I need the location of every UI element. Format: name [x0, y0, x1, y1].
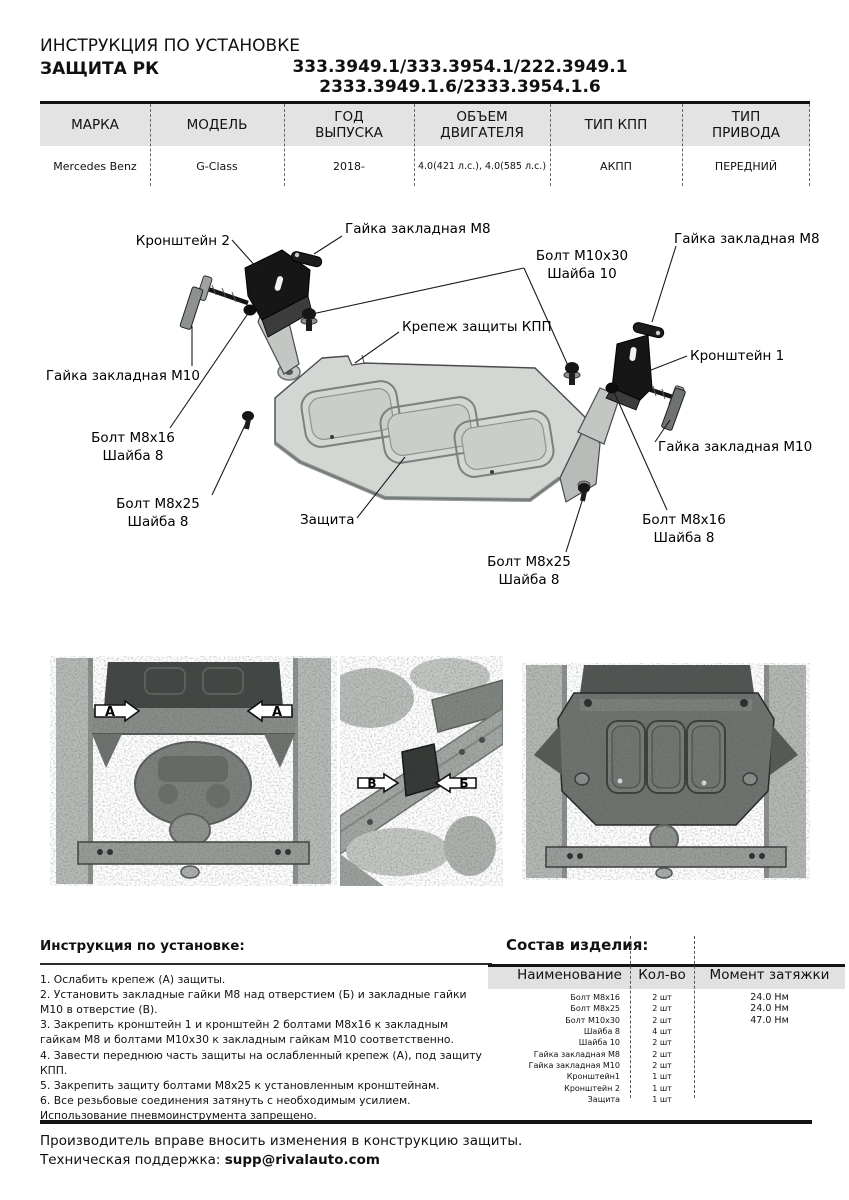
installation-instructions [40, 938, 492, 1123]
label-bolt-m10x30: Болт М10х30 [535, 248, 629, 264]
svg-text:А: А [271, 705, 283, 720]
label-zashchita: Защита [300, 512, 355, 528]
instruction-step: 4. Завести переднюю часть защиты на ослабленный крепеж (А), под защиту КПП. [40, 1048, 482, 1077]
parts-divider [630, 936, 631, 1098]
parts-title: Состав изделия: [506, 936, 649, 954]
col-header-drive: ТИП ПРИВОДА [711, 108, 781, 141]
parts-rows [488, 992, 845, 1105]
instruction-step: 5. Закрепить защиту болтами М8х25 к установленным кронштейнам. [40, 1078, 440, 1092]
plate-shape [275, 355, 600, 502]
parts-row: Кронштейн1 1 шт [566, 1072, 672, 1082]
slot-nut-m10-part [180, 286, 203, 329]
col-header-year: ГОД ВЫПУСКА [315, 108, 383, 141]
bolt-m10x30-part [301, 308, 317, 331]
label-bolt-m8x25-right: Болт М8х25 [487, 554, 571, 570]
vehicle-table [40, 101, 810, 187]
footer-support-label: Техническая поддержка: [40, 1152, 225, 1168]
parts-list [488, 936, 845, 1104]
part-numbers-line1: 333.3949.1/333.3954.1/222.3949.1 [292, 57, 628, 77]
col-header-model: МОДЕЛЬ [186, 116, 248, 133]
parts-row: Болт М8х16 2 шт 24.0 Нм [570, 992, 789, 1004]
parts-col-name: Наименование [517, 967, 622, 983]
label-krepezh: Крепеж защиты КПП [402, 319, 552, 335]
label-gayka-m8-top: Гайка закладная М8 [345, 221, 491, 237]
svg-text:Б: Б [459, 776, 469, 791]
table-divider [809, 104, 810, 186]
label-kronshtein1: Кронштейн 1 [690, 348, 785, 364]
label-shayba-8-right2: Шайба 8 [498, 572, 560, 588]
parts-row: Гайка закладная М10 2 шт [528, 1060, 672, 1070]
label-shayba-10: Шайба 10 [547, 266, 617, 282]
vehicle-table-header-row [40, 104, 810, 146]
label-shayba-8-left2: Шайба 8 [127, 514, 189, 530]
value-marka: Mercedes Benz [53, 159, 137, 173]
value-year: 2018- [333, 159, 365, 173]
exploded-view-diagram [0, 192, 849, 622]
photo-guard-installed [522, 663, 810, 880]
footer [40, 1120, 812, 1168]
bracket1-shape [578, 335, 686, 444]
part-numbers [265, 57, 655, 97]
label-kronshtein2: Кронштейн 2 [135, 233, 230, 249]
instructions-title: Инструкция по установке: [40, 938, 245, 954]
label-bolt-m8x16-right: Болт М8х16 [642, 512, 726, 528]
parts-row: Болт М10х30 2 шт 47.0 Нм [565, 1014, 789, 1026]
instruction-step: 6. Все резьбовые соединения затянуть с необходимым усилием. Использование пневмоинструмента запрещено. [40, 1093, 411, 1122]
parts-row: Защита 1 шт [587, 1094, 672, 1104]
instruction-step: 3. Закрепить кронштейн 1 и кронштейн 2 болтами М8х16 к закладным гайкам М8 и болтами М10х30 к закладным гайкам М10 соответственно. [40, 1018, 454, 1047]
label-shayba-8-left1: Шайба 8 [102, 448, 164, 464]
product-title: ЗАЩИТА РК [40, 59, 160, 79]
instructions-rule [40, 963, 492, 965]
table-divider [150, 104, 151, 186]
label-bolt-m8x16-left: Болт М8х16 [91, 430, 175, 446]
value-model: G-Class [196, 159, 238, 173]
photo-underbody-front [50, 656, 337, 886]
col-header-marka: МАРКА [71, 116, 119, 133]
label-bolt-m8x25-left: Болт М8х25 [116, 496, 200, 512]
label-shayba-8-right1: Шайба 8 [653, 530, 715, 546]
table-divider [682, 104, 683, 186]
col-header-engine: ОБЪЕМ ДВИГАТЕЛЯ [440, 108, 524, 141]
parts-divider [694, 936, 695, 1098]
svg-text:А: А [104, 705, 116, 720]
support-email: supp@rivalauto.com [224, 1152, 380, 1168]
parts-row: Шайба 8 4 шт [583, 1027, 672, 1037]
footer-rule [40, 1120, 812, 1124]
doc-type-title: ИНСТРУКЦИЯ ПО УСТАНОВКЕ [40, 36, 301, 56]
parts-row: Болт М8х25 2 шт 24.0 Нм [570, 1003, 789, 1015]
photo-frame-rail-holes [340, 656, 503, 886]
footer-support [40, 1152, 812, 1168]
table-divider [414, 104, 415, 186]
part-numbers-line2: 2333.3949.1.6/2333.3954.1.6 [319, 77, 601, 98]
parts-row: Шайба 10 2 шт [578, 1038, 672, 1048]
parts-row: Кронштейн 2 1 шт [564, 1083, 672, 1093]
parts-col-qty: Кол-во [638, 967, 686, 983]
table-divider [550, 104, 551, 186]
parts-col-torque: Момент затяжки [709, 967, 830, 983]
value-engine: 4.0(421 л.с.), 4.0(585 л.с.) [417, 160, 547, 172]
value-drive: ПЕРЕДНИЙ [714, 159, 778, 173]
svg-text:В: В [367, 776, 377, 791]
instruction-step: 1. Ослабить крепеж (А) защиты. [40, 973, 226, 986]
label-gayka-m10-right: Гайка закладная М10 [658, 439, 813, 455]
col-header-gearbox: ТИП КПП [584, 116, 648, 133]
label-gayka-m8-right: Гайка закладная М8 [674, 231, 820, 247]
vehicle-table-value-row [40, 146, 810, 186]
parts-row: Гайка закладная М8 2 шт [533, 1049, 672, 1059]
bolt-m10x30-part [564, 362, 580, 385]
parts-header-row [488, 967, 845, 983]
instruction-step: 2. Установить закладные гайки М8 над отверстием (Б) и закладные гайки М10 в отверстие (В). [40, 988, 467, 1017]
label-gayka-m10-left: Гайка закладная М10 [45, 368, 200, 384]
value-gearbox: АКПП [600, 159, 632, 173]
footer-disclaimer: Производитель вправе вносить изменения в конструкцию защиты. [40, 1133, 523, 1149]
table-divider [284, 104, 285, 186]
